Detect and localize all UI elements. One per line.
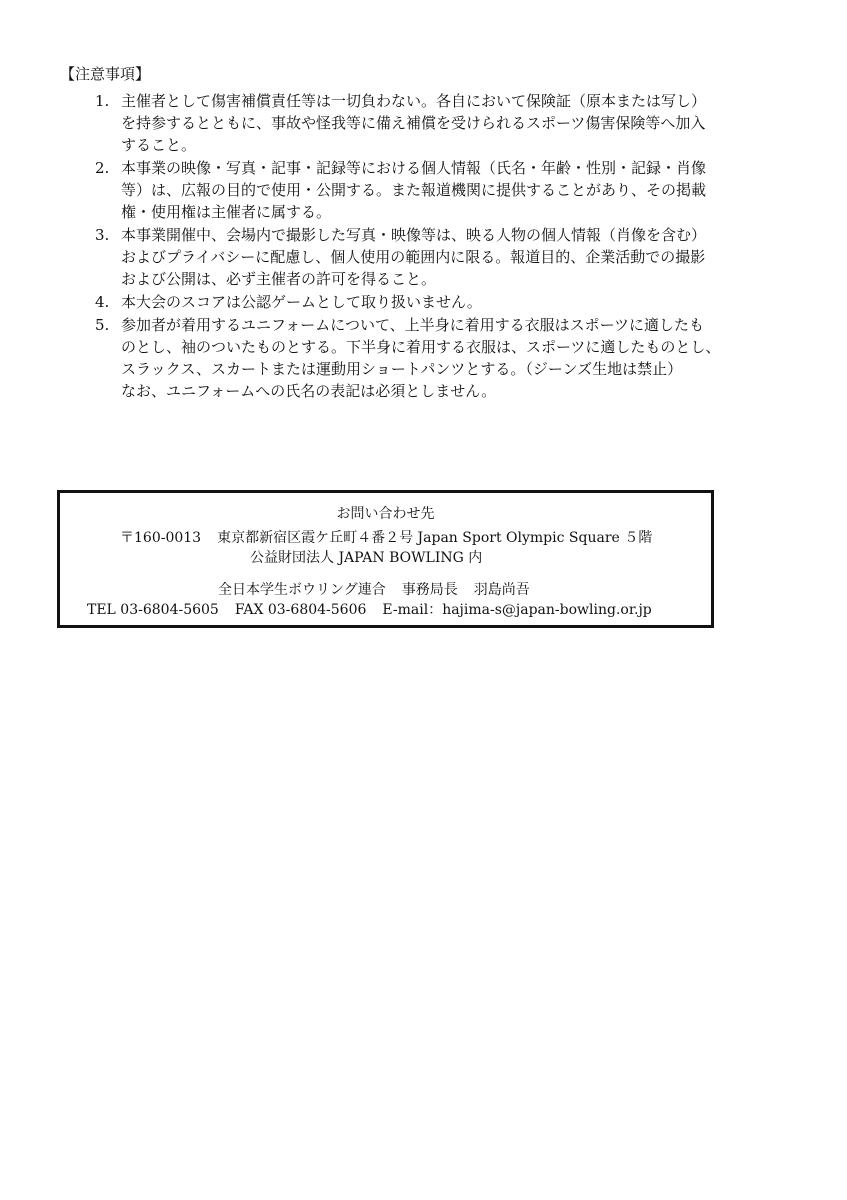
note-text bbox=[121, 90, 805, 156]
note-item bbox=[95, 90, 805, 156]
email-address[interactable]: E-mail：hajima-s@japan-bowling.or.jp bbox=[382, 602, 652, 618]
association-name: 全日本学生ボウリング連合 bbox=[218, 582, 386, 598]
note-item bbox=[95, 224, 805, 290]
note-line: なお、ユニフォームへの氏名の表記は必須としません。 bbox=[121, 382, 497, 400]
note-line: および公開は、必ず主催者の許可を得ること。 bbox=[121, 270, 437, 288]
note-number: 1. bbox=[95, 92, 110, 110]
note-line: 本事業開催中、会場内で撮影した写真・映像等は、映る人物の個人情報（肖像を含む） bbox=[121, 226, 707, 244]
contact-person-line bbox=[218, 581, 530, 599]
contact-box bbox=[57, 490, 714, 628]
note-text bbox=[121, 291, 805, 313]
note-item bbox=[95, 314, 805, 402]
note-line: を持参するとともに、事故や怪我等に備え補償を受けられるスポーツ傷害保険等へ加入 bbox=[121, 114, 706, 132]
address: 東京都新宿区霞ケ丘町４番２号 Japan Sport Olympic Square ５階 bbox=[217, 530, 653, 546]
note-line: 主催者として傷害補償責任等は一切負わない。各自において保険証（原本または写し） bbox=[121, 92, 707, 110]
note-item bbox=[95, 291, 805, 313]
notes-list bbox=[95, 90, 805, 403]
contact-organization: 公益財団法人 JAPAN BOWLING 内 bbox=[250, 550, 483, 566]
contact-title: お問い合わせ先 bbox=[336, 506, 435, 522]
contact-numbers-line bbox=[87, 601, 652, 619]
note-number: 5. bbox=[95, 316, 110, 334]
note-text bbox=[121, 157, 805, 223]
contact-address-line bbox=[120, 529, 652, 547]
note-line: 等）は、広報の目的で使用・公開する。また報道機関に提供することがあり、その掲載 bbox=[121, 181, 707, 199]
note-line: 参加者が着用するユニフォームについて、上半身に着用する衣服はスポーツに適したも bbox=[121, 316, 705, 334]
note-item bbox=[95, 157, 805, 223]
notes-heading: 【注意事項】 bbox=[60, 65, 151, 83]
person-name: 羽島尚吾 bbox=[473, 582, 530, 598]
note-line: すること。 bbox=[121, 136, 197, 154]
postal-code: 〒160-0013 bbox=[120, 530, 202, 546]
note-number: 4. bbox=[95, 293, 110, 311]
note-text bbox=[121, 224, 805, 290]
note-number: 3. bbox=[95, 226, 110, 244]
fax-number: FAX 03-6804-5606 bbox=[234, 602, 367, 618]
note-number: 2. bbox=[95, 159, 110, 177]
note-line: 権・使用権は主催者に属する。 bbox=[121, 203, 332, 221]
note-line: スラックス、スカートまたは運動用ショートパンツとする。（ジーンズ生地は禁止） bbox=[121, 360, 683, 378]
note-line: 本大会のスコアは公認ゲームとして取り扱いません。 bbox=[121, 293, 482, 311]
note-line: のとし、袖のついたものとする。下半身に着用する衣服は、スポーツに適したものとし、 bbox=[121, 338, 721, 356]
phone-number: TEL 03-6804-5605 bbox=[87, 602, 219, 618]
person-role: 事務局長 bbox=[401, 582, 458, 598]
note-line: およびプライバシーに配慮し、個人使用の範囲内に限る。報道目的、企業活動での撮影 bbox=[121, 248, 706, 266]
note-line: 本事業の映像・写真・記事・記録等における個人情報（氏名・年齢・性別・記録・肖像 bbox=[121, 159, 707, 177]
note-text bbox=[121, 314, 805, 402]
